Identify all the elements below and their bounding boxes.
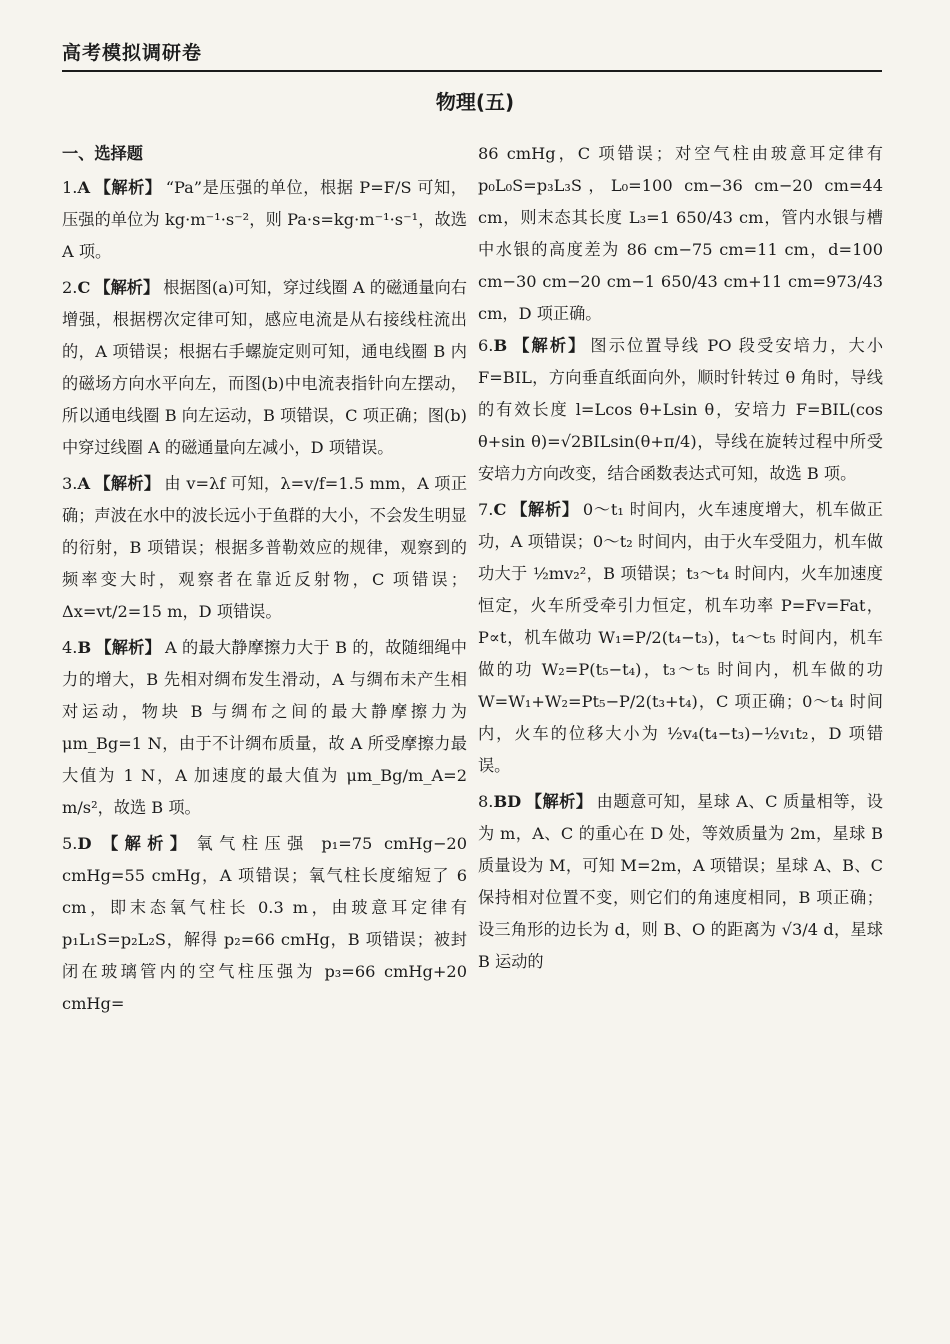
item-text: 0～t₁ 时间内，火车速度增大，机车做正功，A 项错误；0～t₂ 时间内，由于火车受阻力，机车做功大于 ½mv₂²，B 项错误；t₃～t₄ 时间内，火车加速度恒定，火车所受牵引力恒定，机车功率 P=Fv=Fat，P∝t，机车做功 W₁=P/2(t₄−t₃)，t₄～t₅ 时间内，机车做的功 W₂=P(t₅−t₄)，t₃～t₅ 时间内，机车做的功 W=W₁+W₂=Pt₅−P/2(t₃+t₄)，C 项正确；0～t₄ 时间内，火车的位移大小为 ½v₄(t₄−t₃)−½v₁t₂，D 项错误。 xyxy=(478,500,883,775)
analysis-tag: 【解析】 xyxy=(94,278,160,297)
item-text: 氧气柱压强 p₁=75 cmHg−20 cmHg=55 cmHg，A 项错误；氧气柱长度缩短了 6 cm，即末态氧气柱长 0.3 m，由玻意耳定律有 p₁L₁S=p₂L₂S，解得 p₂=66 cmHg，B 项错误；被封闭在玻璃管内的空气柱压强为 p₃=66 cmHg+20 cmHg= xyxy=(62,834,468,1013)
document-title: 物理(五) xyxy=(435,90,515,114)
answer-item-5 xyxy=(62,828,467,1020)
item-text: 由 v=λf 可知，λ=v/f=1.5 mm，A 项正确；声波在水中的波长远小于鱼群的大小，不会发生明显的衍射，B 项错误；根据多普勒效应的规律，观察到的频率变大时，观察者在靠近反射物，C 项错误；Δx=vt/2=15 m，D 项错误。 xyxy=(62,474,468,621)
answer-item-7 xyxy=(478,494,883,782)
analysis-tag: 【解析】 xyxy=(525,792,593,811)
item-answer: B xyxy=(77,638,92,657)
left-column xyxy=(62,138,467,1024)
analysis-tag: 【解析】 xyxy=(94,474,161,493)
page-header xyxy=(62,34,882,72)
item-text: 图示位置导线 PO 段受安培力，大小 F=BIL，方向垂直纸面向外，顺时针转过 θ 角时，导线的有效长度 l=Lcos θ+Lsin θ，安培力 F=BIL(cos θ+sin θ)=√2BILsin(θ+π/4)，导线在旋转过程中所受安培力方向改变，结合函数表达式可知，故选 B 项。 xyxy=(478,336,884,483)
item-text: “Pa”是压强的单位，根据 P=F/S 可知，压强的单位为 kg·m⁻¹·s⁻²，则 Pa·s=kg·m⁻¹·s⁻¹，故选 A 项。 xyxy=(62,178,467,261)
item-answer: D xyxy=(77,834,92,853)
analysis-tag: 【解析】 xyxy=(95,638,161,657)
item-text: 由题意可知，星球 A、C 质量相等，设为 m，A、C 的重心在 D 处，等效质量为 2m，星球 B 质量设为 M，可知 M=2m，A 项错误；星球 A、B、C 保持相对位置不变，则它们的角速度相同，B 项正确；设三角形的边长为 d，则 B、O 的距离为 √3/4 d，星球 B 运动的 xyxy=(478,792,883,971)
answer-item-6 xyxy=(478,330,883,490)
answer-item-2 xyxy=(62,272,467,464)
item-number: 7. xyxy=(478,500,494,519)
item-number: 6. xyxy=(478,336,494,355)
item-number: 4. xyxy=(62,638,78,657)
analysis-tag: 【解析】 xyxy=(511,336,587,355)
answer-item-4 xyxy=(62,632,467,824)
right-column xyxy=(478,138,883,982)
item-5-continuation: 86 cmHg，C 项错误；对空气柱由玻意耳定律有 p₀L₀S=p₃L₃S，L₀=100 cm−36 cm−20 cm=44 cm，则末态其长度 L₃=1 650/43 cm，管内水银与槽中水银的高度差为 86 cm−75 cm=11 cm，d=100 cm−30 cm−20 cm−1 650/43 cm+11 cm=973/43 cm，D 项正确。 xyxy=(478,144,883,323)
item-number: 3. xyxy=(62,474,78,493)
item-answer: C xyxy=(493,500,507,519)
item-answer: C xyxy=(77,278,91,297)
item-answer: A xyxy=(77,474,91,493)
series-title: 高考模拟调研卷 xyxy=(62,42,203,64)
item-text: 根据图(a)可知，穿过线圈 A 的磁通量向右增强，根据楞次定律可知，感应电流是从右接线柱流出的，A 项错误；根据右手螺旋定则可知，通电线圈 B 内的磁场方向水平向左，而图(b)中电流表指针向左摆动，所以通电线圈 B 向左运动，B 项错误，C 项正确；图(b)中穿过线圈 A 的磁通量向左减小，D 项错误。 xyxy=(62,278,467,457)
analysis-tag: 【解析】 xyxy=(94,178,162,197)
item-answer: A xyxy=(77,178,91,197)
section-heading: 一、选择题 xyxy=(62,144,143,163)
analysis-tag: 【解析】 xyxy=(510,500,579,519)
item-text: A 的最大静摩擦力大于 B 的，故随细绳中力的增大，B 先相对绸布发生滑动，A 与绸布未产生相对运动，物块 B 与绸布之间的最大静摩擦力为 μm_Bg=1 N，由于不计绸布质量，故 A 所受摩擦力最大值为 1 N，A 加速度的最大值为 μm_Bg/m_A=2 m/s²，故选 B 项。 xyxy=(62,638,467,817)
item-number: 2. xyxy=(62,278,78,297)
answer-item-8 xyxy=(478,786,883,978)
answer-item-1 xyxy=(62,172,467,268)
item-answer: BD xyxy=(493,792,522,811)
item-number: 5. xyxy=(62,834,78,853)
answer-item-3 xyxy=(62,468,467,628)
item-number: 1. xyxy=(62,178,78,197)
item-number: 8. xyxy=(478,792,494,811)
analysis-tag: 【解析】 xyxy=(95,834,193,853)
item-answer: B xyxy=(493,336,508,355)
